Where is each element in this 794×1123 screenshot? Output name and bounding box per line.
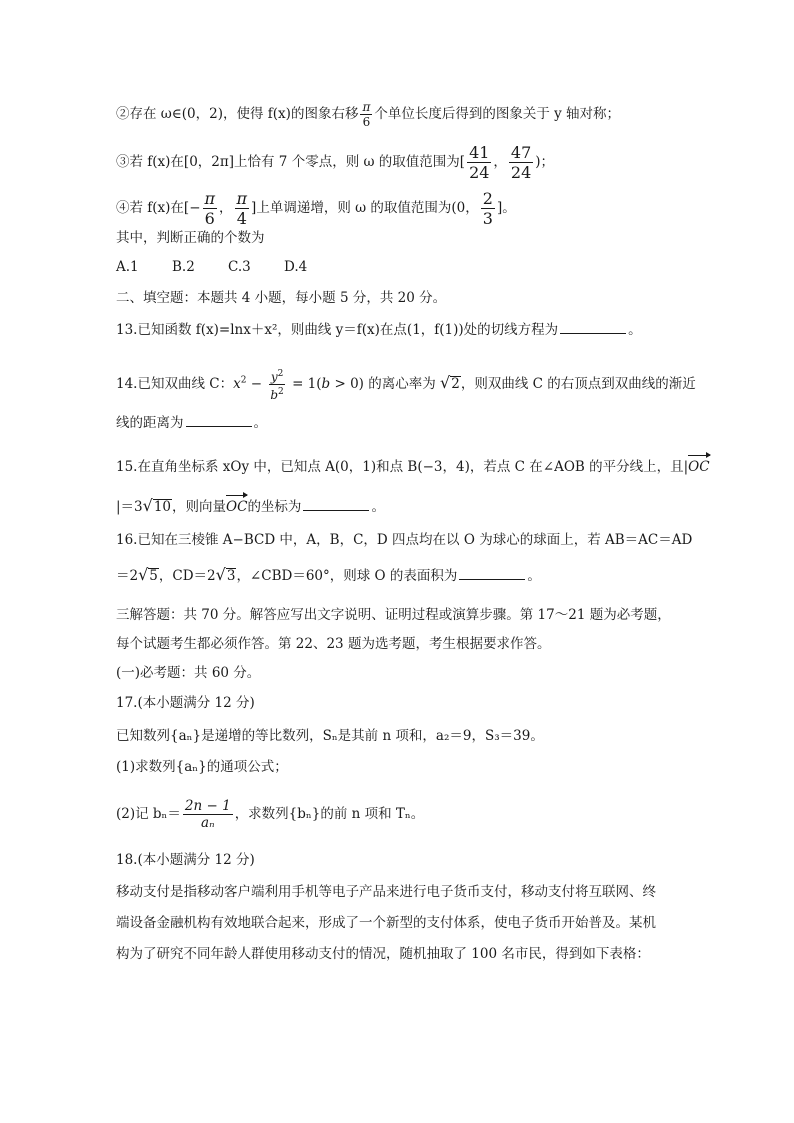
q17-p2-text-a: (2)记 bₙ＝ xyxy=(116,806,181,822)
q12-statement-3 xyxy=(116,143,554,182)
q17-part-2 xyxy=(116,798,424,831)
frac-den: 24 xyxy=(469,163,490,182)
option-b: B.2 xyxy=(172,259,195,275)
frac-den: 6 xyxy=(362,115,371,129)
q13-text: 13.已知函数 f(x)=lnx＋x²，则曲线 y＝f(x)在点(1，f(1))处的切线方程为 xyxy=(116,322,559,338)
q16-sqrt3-value: 3 xyxy=(226,568,236,584)
section-3-heading-line-2: 每个试题考生都必须作答。第 22、23 题为选考题，考生根据要求作答。 xyxy=(116,636,551,652)
section-3-heading-line-1: 三解答题：共 70 分。解答应写出文字说明、证明过程或演算步骤。第 17～21 题为必考题， xyxy=(116,607,671,623)
q16-sqrt-3: √3 xyxy=(215,565,236,584)
q15-line-2 xyxy=(116,493,385,517)
q18-paragraph-line-2: 端设备金融机构有效地联合起来，形成了一个新型的支付体系，使电子货币开始普及。某机 xyxy=(116,915,656,931)
q16-text-b: ＝2 xyxy=(116,568,139,584)
q12-question: 其中，判断正确的个数为 xyxy=(116,230,265,246)
q12-s3-fraction-2 xyxy=(509,143,533,182)
q14-line-2 xyxy=(116,413,267,433)
frac-num: π xyxy=(236,189,248,208)
q14-minus: − xyxy=(246,376,267,392)
q14-answer-blank xyxy=(186,426,252,427)
q14-text-a: 14.已知双曲线 C： xyxy=(116,376,234,392)
q18-paragraph-line-1: 移动支付是指移动客户端利用手机等电子产品来进行电子货币支付，移动支付将互联网、终 xyxy=(116,884,656,900)
q12-statement-2 xyxy=(116,100,620,129)
q12-statement-4 xyxy=(116,189,516,228)
q14-b: b xyxy=(321,376,331,392)
q15-end: 。 xyxy=(371,499,385,515)
q12-s3-fraction-1 xyxy=(467,143,491,182)
frac-num: 47 xyxy=(510,143,532,162)
q16-answer-blank xyxy=(459,579,525,580)
frac-num: 2n − 1 xyxy=(184,798,231,814)
q15-text-c: ，则向量 xyxy=(172,499,227,515)
q14-text-b: 的离心率为 xyxy=(363,376,441,392)
q16-end: 。 xyxy=(527,568,541,584)
q14-x: x xyxy=(233,376,241,392)
q15-text-b: |＝3 xyxy=(116,499,143,515)
q14-sqrt: √2 xyxy=(440,373,460,392)
q12-s3-comma: ， xyxy=(493,154,507,170)
q12-s3-text-b: )； xyxy=(535,154,555,170)
q15-answer-blank xyxy=(303,510,369,511)
q15-vector-oc: OC xyxy=(688,453,709,477)
frac-den: 4 xyxy=(236,209,247,228)
frac-num: 41 xyxy=(469,143,490,162)
frac-den: aₙ xyxy=(201,815,215,831)
q12-s4-text-c: ]。 xyxy=(496,200,516,216)
frac-num: π xyxy=(204,189,216,208)
q14-eq: = 1( xyxy=(287,376,322,392)
q12-options xyxy=(116,257,340,277)
q13 xyxy=(116,320,642,340)
q18-paragraph-line-3: 构为了研究不同年龄人群使用移动支付的情况，随机抽取了 100 名市民，得到如下表格： xyxy=(116,946,650,962)
q13-answer-blank xyxy=(560,333,626,334)
q17-title: 17.(本小题满分 12 分) xyxy=(116,695,255,711)
q16-text-c: ，CD＝2 xyxy=(158,568,216,584)
q12-s4-fraction-1 xyxy=(203,189,218,228)
q12-s4-fraction-2 xyxy=(235,189,250,228)
q17-p2-text-b: ，求数列{bₙ}的前 n 项和 Tₙ。 xyxy=(234,806,425,822)
q14-gt: > 0) xyxy=(330,376,364,392)
q13-end: 。 xyxy=(628,322,642,338)
q15-vector-oc-2: OC xyxy=(226,493,247,517)
q16-sqrt5-value: 5 xyxy=(149,568,158,584)
q12-s2-text-a: ②存在 ω∈(0，2)，使得 f(x)的图象右移 xyxy=(116,106,359,122)
q12-s4-fraction-3 xyxy=(481,189,495,228)
q12-s2-text-b: 个单位长度后得到的图象关于 y 轴对称； xyxy=(374,106,621,122)
q12-s4-comma: ， xyxy=(219,200,233,216)
q14-y: y xyxy=(270,370,278,384)
q17-stem: 已知数列{aₙ}是递增的等比数列，Sₙ是其前 n 项和，a₂＝9，S₃＝39。 xyxy=(116,728,544,744)
q14-fraction xyxy=(268,367,285,402)
q15-text-d: 的坐标为 xyxy=(247,499,302,515)
option-c: C.3 xyxy=(228,259,251,275)
section-2-heading: 二、填空题：本题共 4 小题，每小题 5 分，共 20 分。 xyxy=(116,290,447,306)
q17-part-1: (1)求数列{aₙ}的通项公式； xyxy=(116,759,288,775)
frac-den: 6 xyxy=(204,209,215,228)
q14-y-exp: 2 xyxy=(277,369,284,379)
option-d: D.4 xyxy=(284,259,308,275)
q15-line-1 xyxy=(116,453,710,477)
q12-s3-text-a: ③若 f(x)在[0，2π]上恰有 7 个零点，则 ω 的取值范围为[ xyxy=(116,154,466,170)
q14-b-den: b xyxy=(270,388,279,402)
q16-line-2 xyxy=(116,565,541,586)
q14-end: 。 xyxy=(253,415,267,431)
q15-sqrt-value: 10 xyxy=(153,499,172,515)
option-a: A.1 xyxy=(116,259,139,275)
q15-text-a: 15.在直角坐标系 xOy 中，已知点 A(0，1)和点 B(−3，4)，若点 C 在∠AOB 的平分线上，且| xyxy=(116,459,689,475)
q14-text-c: ，则双曲线 C 的右顶点到双曲线的渐近 xyxy=(460,376,696,392)
q17-fraction xyxy=(183,798,233,831)
q15-sqrt: √10 xyxy=(142,496,172,515)
q14-line-1 xyxy=(116,367,696,402)
q12-s4-text-b: ]上单调递增，则 ω 的取值范围为(0， xyxy=(251,200,479,216)
q14-b-exp: 2 xyxy=(278,387,284,397)
q14-x-exp: 2 xyxy=(240,375,247,386)
q14-text-d: 线的距离为 xyxy=(116,415,184,431)
q16-text-d: ，∠CBD＝60°，则球 O 的表面积为 xyxy=(236,568,458,584)
q12-s4-text-a: ④若 f(x)在[− xyxy=(116,200,201,216)
q16-sqrt-5: √5 xyxy=(138,565,158,584)
frac-den: 3 xyxy=(482,209,493,228)
frac-den: 24 xyxy=(510,163,532,182)
frac-num: 2 xyxy=(482,189,493,208)
q18-title: 18.(本小题满分 12 分) xyxy=(116,852,255,868)
q12-s2-fraction xyxy=(360,100,372,129)
frac-num: π xyxy=(362,100,371,114)
q16-line-1: 16.已知在三棱锥 A−BCD 中，A，B，C，D 四点均在以 O 为球心的球面上，若 AB＝AC＝AD xyxy=(116,532,693,548)
required-section-heading: (一)必考题：共 60 分。 xyxy=(116,665,261,681)
q14-sqrt-value: 2 xyxy=(451,376,460,392)
